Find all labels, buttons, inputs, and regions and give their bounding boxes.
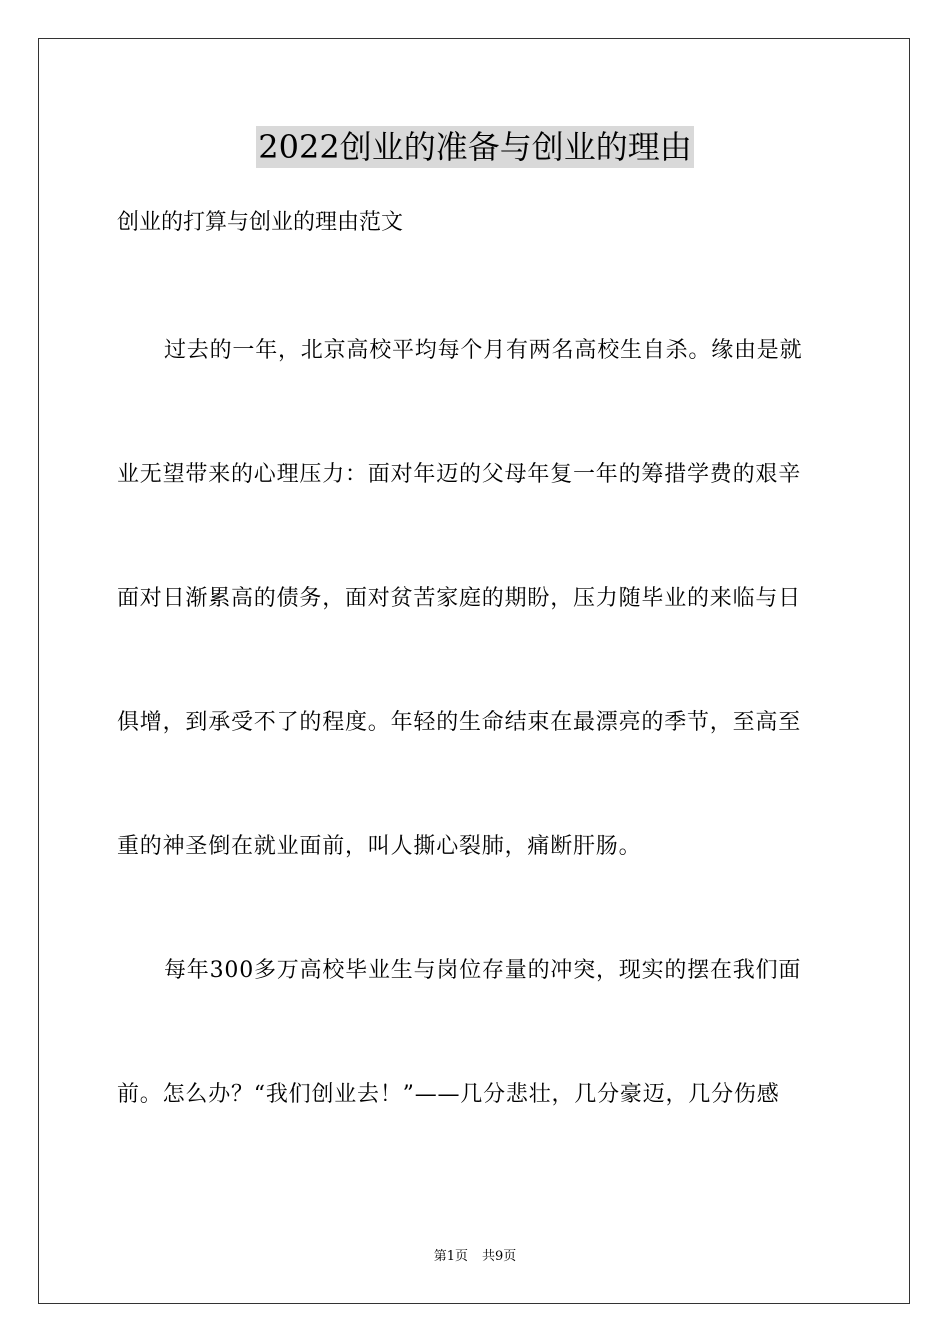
document-subtitle: 创业的打算与创业的理由范文	[117, 210, 404, 235]
body-line-6: 每年300多万高校毕业生与岗位存量的冲突，现实的摆在我们面	[164, 958, 802, 983]
title-container	[0, 126, 950, 168]
page-number-current: 第1页	[433, 1249, 468, 1264]
body-line-5: 重的神圣倒在就业面前，叫人撕心裂肺，痛断肝肠。	[117, 834, 642, 859]
body-line-1: 过去的一年，北京高校平均每个月有两名高校生自杀。缘由是就	[164, 338, 803, 363]
page-number-total: 共9页	[482, 1249, 517, 1264]
body-line-3: 面对日渐累高的债务，面对贫苦家庭的期盼，压力随毕业的来临与日	[117, 586, 802, 611]
body-line-2: 业无望带来的心理压力：面对年迈的父母年复一年的筹措学费的艰辛	[117, 462, 802, 487]
document-title: 2022创业的准备与创业的理由	[258, 128, 692, 166]
page-footer	[0, 1248, 950, 1266]
body-line-4: 俱增，到承受不了的程度。年轻的生命结束在最漂亮的季节，至高至	[117, 710, 802, 735]
body-line-7: 前。怎么办？“我们创业去！”——几分悲壮，几分豪迈，几分伤感	[117, 1082, 780, 1107]
